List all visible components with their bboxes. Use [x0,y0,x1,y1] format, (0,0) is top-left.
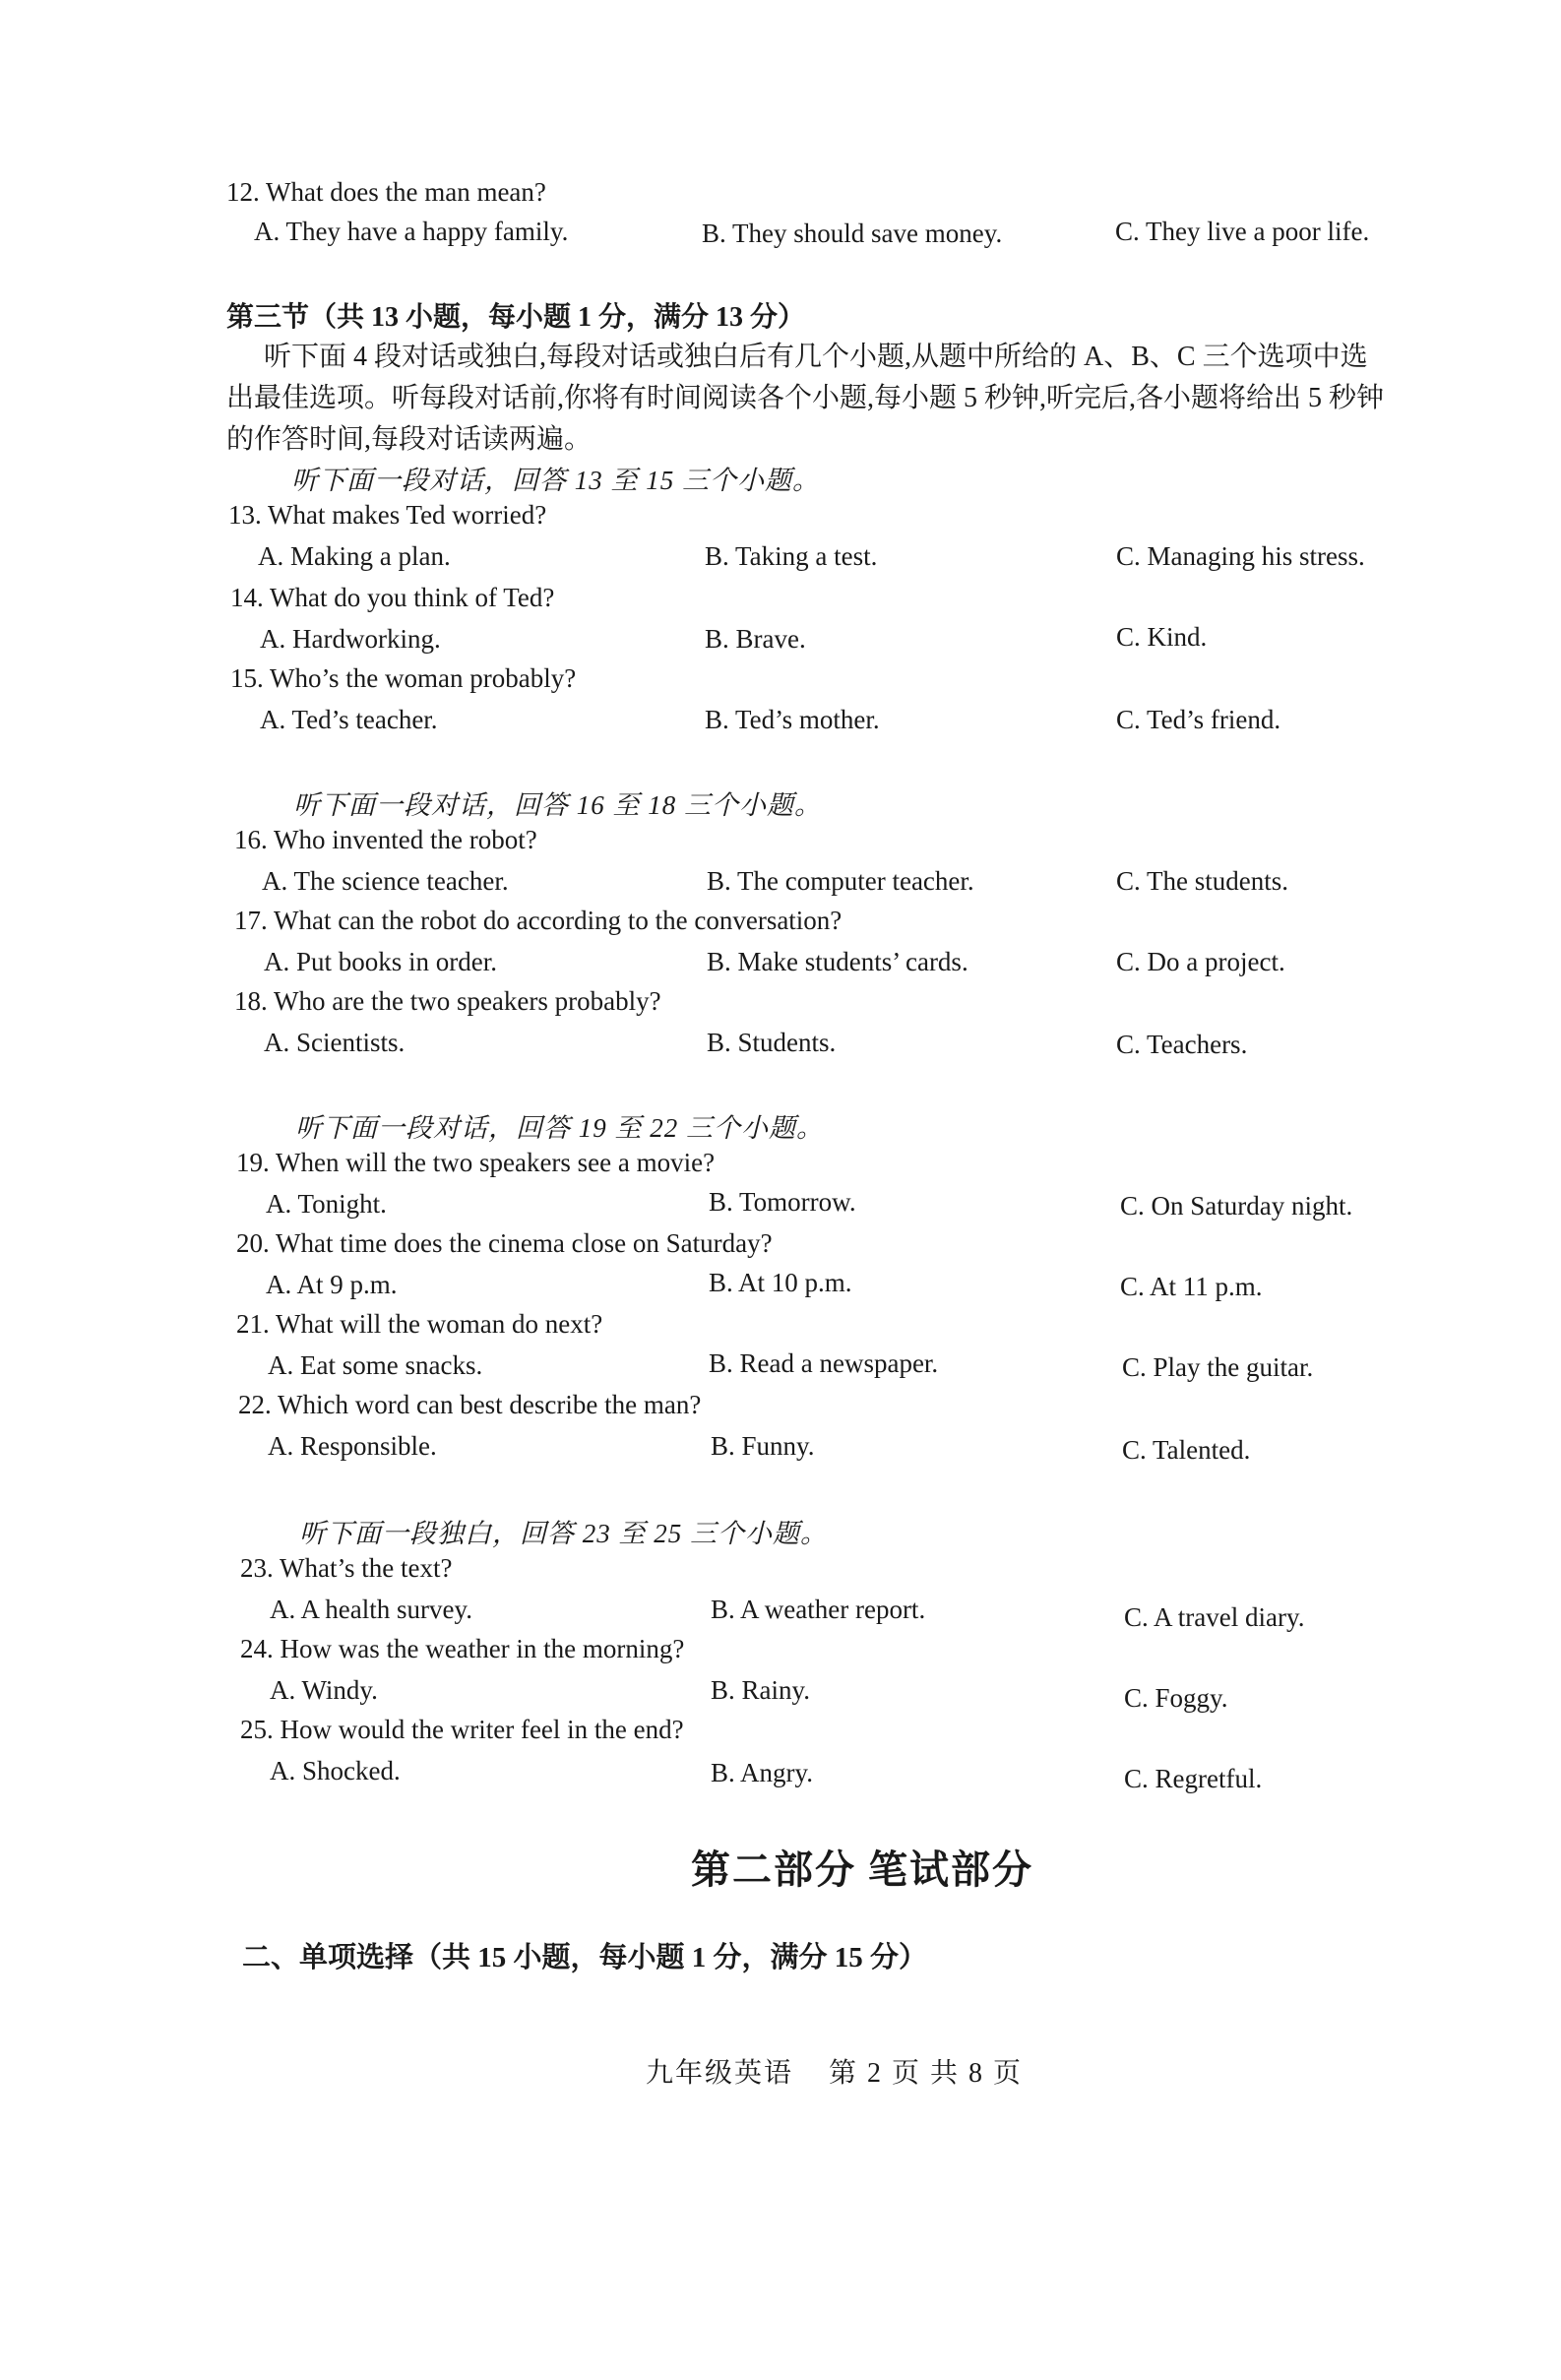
instruction-13-15: 听下面一段对话，回答 13 至 15 三个小题。 [291,466,820,495]
question-21-option-c: C. Play the guitar. [1122,1352,1314,1382]
question-14-stem: 14. What do you think of Ted? [230,583,555,612]
question-13-option-a: A. Making a plan. [258,541,451,571]
question-16-option-a: A. The science teacher. [262,866,509,896]
question-24-option-c: C. Foggy. [1124,1683,1228,1713]
question-12-stem: 12. What does the man mean? [226,177,546,207]
question-13-option-c: C. Managing his stress. [1116,541,1365,571]
question-17-option-b: B. Make students’ cards. [707,947,968,976]
question-20-option-b: B. At 10 p.m. [709,1268,852,1297]
question-14-option-b: B. Brave. [705,624,806,654]
question-18-option-b: B. Students. [707,1028,837,1057]
section-3-intro-line-3: 的作答时间,每段对话读两遍。 [226,424,593,455]
question-18-stem: 18. Who are the two speakers probably? [234,986,661,1016]
question-24-option-b: B. Rainy. [711,1675,810,1705]
question-20-option-a: A. At 9 p.m. [266,1270,398,1299]
question-21-option-a: A. Eat some snacks. [268,1350,483,1380]
question-25-option-b: B. Angry. [711,1758,814,1787]
question-17-stem: 17. What can the robot do according to the conversation? [234,906,843,935]
question-15-stem: 15. Who’s the woman probably? [230,663,577,693]
question-16-stem: 16. Who invented the robot? [234,825,537,854]
question-12-option-c: C. They live a poor life. [1115,217,1370,246]
question-13-option-b: B. Taking a test. [705,541,878,571]
question-20-option-c: C. At 11 p.m. [1120,1272,1263,1301]
question-15-option-a: A. Ted’s teacher. [260,705,438,734]
question-23-option-a: A. A health survey. [270,1595,472,1624]
question-19-option-c: C. On Saturday night. [1120,1191,1353,1221]
question-24-stem: 24. How was the weather in the morning? [240,1634,685,1663]
question-14-option-c: C. Kind. [1116,622,1208,652]
question-24-option-a: A. Windy. [270,1675,378,1705]
question-18-option-a: A. Scientists. [264,1028,406,1057]
part-2-subtitle: 二、单项选择（共 15 小题，每小题 1 分，满分 15 分） [242,1942,928,1973]
question-25-option-c: C. Regretful. [1124,1764,1263,1793]
question-23-option-b: B. A weather report. [711,1595,926,1624]
question-15-option-c: C. Ted’s friend. [1116,705,1281,734]
question-14-option-a: A. Hardworking. [260,624,441,654]
question-19-stem: 19. When will the two speakers see a movie? [236,1148,716,1177]
section-3-intro-line-1: 听下面 4 段对话或独白,每段对话或独白后有几个小题,从题中所给的 A、B、C 三个选项中选 [264,342,1368,372]
question-21-stem: 21. What will the woman do next? [236,1309,603,1339]
question-22-option-a: A. Responsible. [268,1431,437,1461]
section-3-intro-line-2: 出最佳选项。听每段对话前,你将有时间阅读各个小题,每小题 5 秒钟,听完后,各小题将给出 5 秒钟 [226,383,1385,413]
question-19-option-b: B. Tomorrow. [709,1187,856,1217]
question-17-option-c: C. Do a project. [1116,947,1285,976]
question-16-option-c: C. The students. [1116,866,1288,896]
question-25-option-a: A. Shocked. [270,1756,401,1785]
question-23-stem: 23. What’s the text? [240,1553,453,1583]
question-13-stem: 13. What makes Ted worried? [228,500,547,530]
section-3-title: 第三节（共 13 小题，每小题 1 分，满分 13 分） [226,302,806,333]
question-12-option-b: B. They should save money. [702,219,1003,248]
question-18-option-c: C. Teachers. [1116,1030,1248,1059]
question-15-option-b: B. Ted’s mother. [705,705,880,734]
question-23-option-c: C. A travel diary. [1124,1602,1305,1632]
question-21-option-b: B. Read a newspaper. [709,1348,939,1378]
question-22-stem: 22. Which word can best describe the man? [238,1390,702,1419]
question-25-stem: 25. How would the writer feel in the end? [240,1715,684,1744]
part-2-title: 第二部分 笔试部分 [691,1848,1033,1892]
question-20-stem: 20. What time does the cinema close on Saturday? [236,1228,773,1258]
question-22-option-c: C. Talented. [1122,1435,1251,1465]
question-17-option-a: A. Put books in order. [264,947,498,976]
page-footer: 九年级英语 第 2 页 共 8 页 [646,2058,1024,2089]
question-19-option-a: A. Tonight. [266,1189,387,1219]
instruction-19-22: 听下面一段对话，回答 19 至 22 三个小题。 [295,1113,824,1143]
question-22-option-b: B. Funny. [711,1431,815,1461]
instruction-16-18: 听下面一段对话，回答 16 至 18 三个小题。 [293,790,822,820]
question-12-option-a: A. They have a happy family. [254,217,569,246]
instruction-23-25: 听下面一段独白，回答 23 至 25 三个小题。 [299,1519,828,1548]
question-16-option-b: B. The computer teacher. [707,866,974,896]
